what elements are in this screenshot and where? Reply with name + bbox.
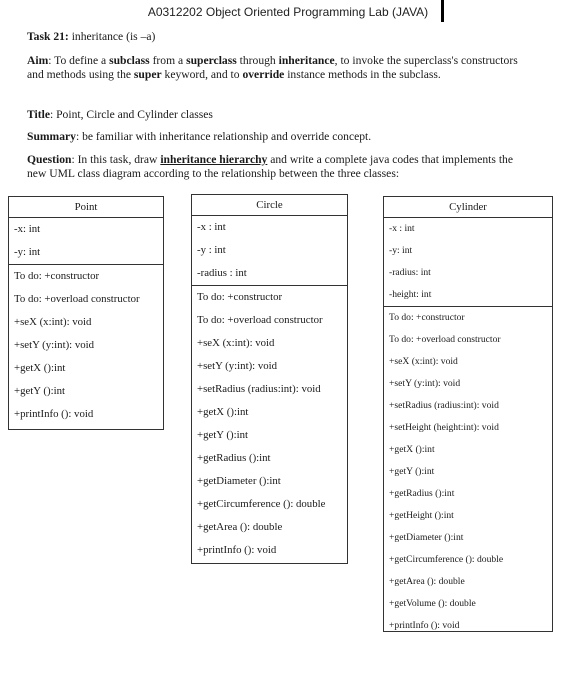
- title-line: [27, 108, 527, 122]
- aim-keyword-superclass: superclass: [186, 54, 237, 67]
- task-label: Task 21:: [27, 30, 69, 43]
- question-text-2: and write a complete java codes that implements the new UML class diagram according to the relationship between the three classes:: [27, 153, 513, 180]
- aim-text-2: from a: [149, 54, 187, 67]
- circle-method: +getArea (): double: [197, 521, 283, 533]
- circle-method: +getX ():int: [197, 406, 249, 418]
- circle-method: +seX (x:int): void: [197, 337, 275, 349]
- aim-text-4: , to invoke the superclass's constructors and methods using the: [27, 54, 518, 81]
- circle-method: +getDiameter ():int: [197, 475, 281, 487]
- cylinder-method: +seX (x:int): void: [389, 356, 458, 367]
- task-heading: [27, 30, 527, 44]
- question-label: Question: [27, 153, 72, 166]
- circle-methods: [192, 286, 347, 562]
- cylinder-methods: [384, 307, 552, 637]
- cylinder-field: -x : int: [389, 223, 415, 234]
- cylinder-field: -y: int: [389, 245, 413, 256]
- point-method: +seX (x:int): void: [14, 316, 92, 328]
- cylinder-method: +getY ():int: [389, 466, 435, 477]
- cylinder-method: +getCircumference (): double: [389, 554, 504, 565]
- point-method: +getY ():int: [14, 385, 65, 397]
- aim-keyword-super: super: [133, 68, 162, 81]
- point-field: -x: int: [14, 223, 41, 235]
- question-paragraph: [27, 153, 527, 181]
- cylinder-method: +printInfo (): void: [389, 620, 460, 631]
- circle-method: +getRadius ():int: [197, 452, 271, 464]
- cylinder-method: +setHeight (height:int): void: [389, 422, 499, 433]
- point-method: +printInfo (): void: [14, 408, 94, 420]
- aim-text-3: through: [236, 54, 279, 67]
- circle-method: To do: +overload constructor: [197, 314, 323, 326]
- point-method: To do: +overload constructor: [14, 293, 140, 305]
- task-text: inheritance (is –a): [71, 30, 156, 43]
- circle-method: To do: +constructor: [197, 291, 283, 303]
- point-field: -y: int: [14, 246, 41, 258]
- aim-label: Aim: [27, 54, 49, 67]
- circle-fields: [192, 216, 347, 286]
- aim-keyword-override: override: [242, 68, 285, 81]
- aim-text-1: : To define a: [48, 54, 110, 67]
- aim-keyword-subclass: subclass: [109, 54, 150, 67]
- cylinder-method: +getHeight ():int: [389, 510, 454, 521]
- cylinder-method: +setRadius (radius:int): void: [389, 400, 499, 411]
- cylinder-method: To do: +overload constructor: [389, 334, 501, 345]
- point-method: To do: +constructor: [14, 270, 100, 282]
- point-methods: [9, 265, 163, 426]
- title-label: Title: [27, 108, 50, 121]
- cylinder-class-box: [383, 196, 553, 632]
- circle-method: +printInfo (): void: [197, 544, 277, 556]
- cylinder-method: +getRadius ():int: [389, 488, 455, 499]
- cylinder-method: To do: +constructor: [389, 312, 465, 323]
- aim-paragraph: [27, 54, 527, 82]
- summary-label: Summary: [27, 130, 76, 143]
- point-class-box: [8, 196, 164, 430]
- question-text-1: : In this task, draw: [71, 153, 161, 166]
- title-text: : Point, Circle and Cylinder classes: [49, 108, 213, 121]
- cylinder-fields: [384, 218, 552, 307]
- cylinder-method: +getX ():int: [389, 444, 435, 455]
- cylinder-method: +getVolume (): double: [389, 598, 476, 609]
- summary-line: [27, 130, 527, 144]
- circle-class-box: [191, 194, 348, 564]
- cylinder-field: -height: int: [389, 289, 432, 300]
- page-header: A0312202 Object Oriented Programming Lab (JAVA): [147, 5, 429, 19]
- cylinder-method: +getArea (): double: [389, 576, 465, 587]
- aim-keyword-inheritance: inheritance: [278, 54, 335, 67]
- question-keyword-hierarchy: inheritance hierarchy: [160, 153, 268, 166]
- point-method: +getX ():int: [14, 362, 66, 374]
- cylinder-field: -radius: int: [389, 267, 431, 278]
- aim-text-6: instance methods in the subclass.: [284, 68, 441, 81]
- circle-method: +setRadius (radius:int): void: [197, 383, 321, 395]
- header-divider-mark: [441, 0, 444, 22]
- circle-field: -radius : int: [197, 267, 247, 279]
- aim-text-5: keyword, and to: [161, 68, 243, 81]
- circle-method: +getY ():int: [197, 429, 248, 441]
- cylinder-class-name: Cylinder: [384, 197, 552, 218]
- summary-text: : be familiar with inheritance relationship and override concept.: [75, 130, 372, 143]
- cylinder-method: +getDiameter ():int: [389, 532, 464, 543]
- point-class-name: Point: [9, 197, 163, 218]
- circle-method: +setY (y:int): void: [197, 360, 278, 372]
- point-fields: [9, 218, 163, 265]
- circle-field: -x : int: [197, 221, 226, 233]
- cylinder-method: +setY (y:int): void: [389, 378, 461, 389]
- point-method: +setY (y:int): void: [14, 339, 95, 351]
- circle-method: +getCircumference (): double: [197, 498, 326, 510]
- circle-class-name: Circle: [192, 195, 347, 216]
- circle-field: -y : int: [197, 244, 226, 256]
